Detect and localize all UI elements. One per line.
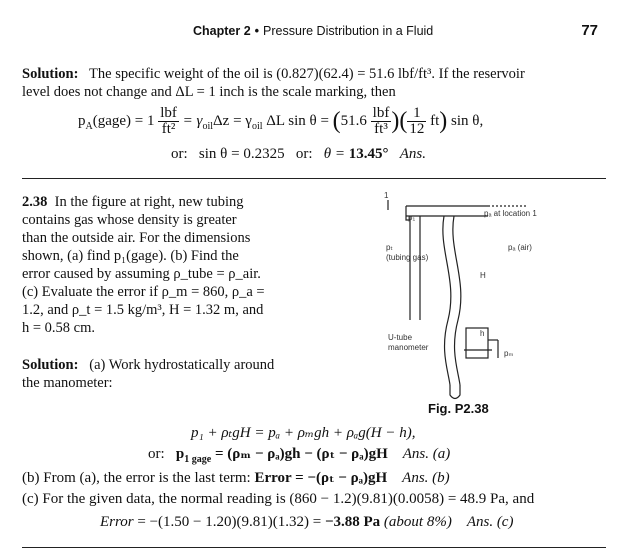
frac3-num: 1 (407, 106, 426, 122)
problem-line-1: contains gas whose density is greater (22, 212, 237, 228)
part-b-text: (b) From (a), the error is the last term: (22, 470, 251, 486)
frac-lbf-ft3 (371, 106, 392, 137)
chapter-header (193, 24, 433, 38)
frac2-num: lbf (372, 105, 390, 121)
part-c-eq: = −(1.50 − 1.20)(9.81)(1.32) = (137, 514, 322, 530)
label-utube1: U-tube (388, 333, 413, 342)
eq-tail: sin θ, (451, 112, 484, 129)
eq-sub-oil1: oil (202, 120, 214, 132)
figure-caption: Fig. P2.38 (428, 401, 489, 416)
prev-solution-line1: The specific weight of the oil is (0.827)(62.4) = 51.6 lbf/ft³. If the reservoir (89, 66, 525, 82)
frac2-den: ft³ (374, 121, 388, 137)
or-eq1: sin θ = 0.2325 (198, 146, 285, 162)
part-c-eq-line (100, 514, 513, 531)
solution-intro (22, 356, 322, 392)
manometer-figure (368, 190, 608, 420)
eq-lhs-tail: (gage) = 1 (92, 112, 155, 129)
problem-line-4: error caused by assuming ρ_tube = ρ_air. (22, 266, 261, 282)
label-H: H (480, 271, 486, 280)
chapter-title: Pressure Distribution in a Fluid (263, 24, 434, 38)
page-number: 77 (581, 22, 598, 39)
chapter-label: Chapter 2 (193, 24, 251, 38)
or-ans-val: 13.45° (348, 146, 389, 162)
solution-eq2-line (148, 444, 450, 465)
label-pm: pₘ (504, 349, 514, 358)
rule-top (22, 178, 606, 179)
paren-open2: ( (399, 108, 408, 134)
part-b-line (22, 468, 450, 487)
eq2-lhs: p (175, 446, 185, 462)
frac-lbf-ft2 (158, 106, 179, 137)
eq-val: 51.6 (340, 112, 367, 129)
problem-text (22, 193, 352, 337)
or-line (171, 146, 426, 163)
eq-p: p (78, 112, 86, 129)
frac3-den: 12 (409, 121, 425, 137)
frac1-den: ft² (161, 121, 176, 137)
label-pa-air: pₐ (air) (508, 243, 532, 252)
prev-solution-line2: level does not change and ΔL = 1 inch is the scale marking, then (22, 84, 396, 100)
problem-line-0: In the figure at right, new tubing (54, 194, 244, 210)
solution-or-label: or: (148, 446, 165, 462)
paren-open: ( (332, 108, 341, 134)
problem-line-3: shown, (a) find p₁(gage). (b) Find the (22, 248, 239, 264)
prev-solution-equation (78, 106, 618, 137)
eq-mid: = γ (182, 112, 203, 129)
part-c-text: (c) For the given data, the normal reading is (860 − 1.2)(9.81)(0.0058) = 48.9 Pa, and (22, 491, 535, 507)
ans-c: Ans. (c) (466, 514, 514, 530)
ans-a: Ans. (a) (402, 446, 451, 462)
label-tubing: (tubing gas) (386, 253, 429, 262)
problem-number: 2.38 (22, 194, 48, 210)
part-c-ans-val: −3.88 Pa (324, 514, 381, 530)
or-or: or: (295, 146, 313, 162)
label-pa-loc1: pₐ at location 1 (484, 209, 537, 218)
label-utube2: manometer (388, 343, 429, 352)
eq2-rhs: = (ρₘ − ρₐ)gh − (ρₜ − ρₐ)gH (214, 446, 388, 462)
label-p1: p₁ (408, 213, 416, 222)
frac-1-12 (407, 106, 426, 137)
frac1-num: lbf (160, 105, 177, 121)
label-pt: pₜ (386, 243, 393, 252)
part-c-eq-prefix: Error (100, 514, 134, 530)
label-h: h (480, 329, 485, 338)
rule-bottom (22, 547, 606, 548)
bullet-separator: • (254, 24, 260, 38)
problem-line-2: than the outside air. For the dimensions (22, 230, 251, 246)
ans-b: Ans. (b) (402, 470, 450, 486)
solution-label: Solution: (22, 357, 79, 373)
or-eq2: θ = (323, 146, 345, 162)
solution-eq1: p₁ + ρₜgH = pₐ + ρₘgh + ρₐg(H − h), (191, 425, 416, 441)
eq-ft: ft (430, 112, 440, 129)
eq-mid2: Δz = γ (213, 112, 252, 129)
paren-close: ) (391, 108, 400, 134)
prev-solution-label: Solution: (22, 66, 79, 82)
or-prefix: or: (171, 146, 188, 162)
eq-sub-a: A (85, 120, 93, 132)
label-1: 1 (384, 191, 389, 200)
eq-sub-oil2: oil (251, 120, 263, 132)
problem-line-5: (c) Evaluate the error if ρ_m = 860, ρ_a = (22, 284, 265, 300)
solution-line2: the manometer: (22, 375, 113, 391)
part-c-about: (about 8%) (383, 514, 452, 530)
problem-line-7: h = 0.58 cm. (22, 320, 96, 336)
eq2-sub: 1 gage (184, 454, 212, 465)
or-ans: Ans. (399, 146, 426, 162)
problem-line-6: 1.2, and ρ_t = 1.5 kg/m³, H = 1.32 m, and (22, 302, 264, 318)
eq-mid3: ΔL sin θ = (266, 112, 329, 129)
paren-close2: ) (439, 108, 448, 134)
part-b-eq: Error = −(ρₜ − ρₐ)gH (254, 470, 388, 486)
solution-line1: (a) Work hydrostatically around (89, 357, 275, 373)
prev-solution-text (22, 65, 612, 101)
